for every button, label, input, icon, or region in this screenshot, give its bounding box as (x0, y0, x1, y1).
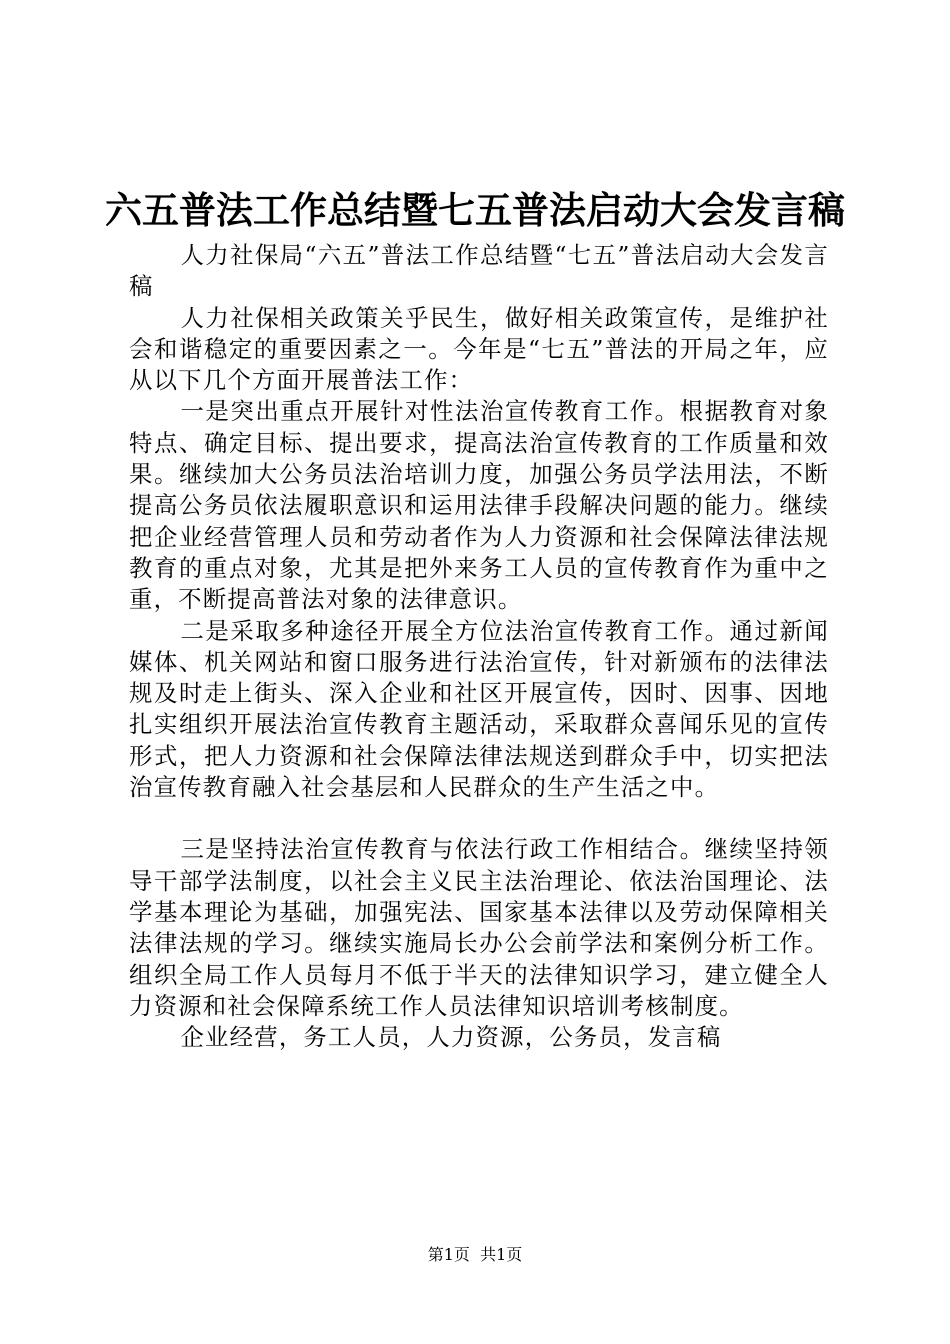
page-footer (0, 1244, 950, 1266)
document-title: 六五普法工作总结暨七五普法启动大会发言稿 (105, 188, 845, 232)
body-paragraph-intro: 人力社保相关政策关乎民生，做好相关政策宣传，是维护社会和谐稳定的重要因素之一。今年是“七五”普法的开局之年，应从以下几个方面开展普法工作： (129, 303, 829, 395)
page-number: 第1页 共1页 (427, 1245, 523, 1264)
body-paragraph-heading: 人力社保局“六五”普法工作总结暨“七五”普法启动大会发言稿 (129, 241, 829, 301)
body-paragraph-point-two: 二是采取多种途径开展全方位法治宣传教育工作。通过新闻媒体、机关网站和窗口服务进行法治宣传，针对新颁布的法律法规及时走上街头、深入企业和社区开展宣传，因时、因事、因地扎实组织开展法治宣传教育主题活动，采取群众喜闻乐见的宣传形式，把人力资源和社会保障法律法规送到群众手中，切实把法治宣传教育融入社会基层和人民群众的生产生活之中。 (129, 616, 829, 802)
document-body (129, 240, 829, 1053)
body-paragraph-point-one: 一是突出重点开展针对性法治宣传教育工作。根据教育对象特点、确定目标、提出要求，提高法治宣传教育的工作质量和效果。继续加大公务员法治培训力度，加强公务员学法用法，不断提高公务员依法履职意识和运用法律手段解决问题的能力。继续把企业经营管理人员和劳动者作为人力资源和社会保障法律法规教育的重点对象，尤其是把外来务工人员的宣传教育作为重中之重，不断提高普法对象的法律意识。 (129, 397, 829, 614)
body-paragraph-point-three: 三是坚持法治宣传教育与依法行政工作相结合。继续坚持领导干部学法制度，以社会主义民主法治理论、依法治国理论、法学基本理论为基础，加强宪法、国家基本法律以及劳动保障相关法律法规的学习。继续实施局长办公会前学法和案例分析工作。组织全局工作人员每月不低于半天的法律知识学习，建立健全人力资源和社会保障系统工作人员法律知识培训考核制度。 (129, 835, 829, 1020)
body-paragraph-keywords: 企业经营，务工人员，人力资源，公务员，发言稿 (180, 1023, 722, 1052)
